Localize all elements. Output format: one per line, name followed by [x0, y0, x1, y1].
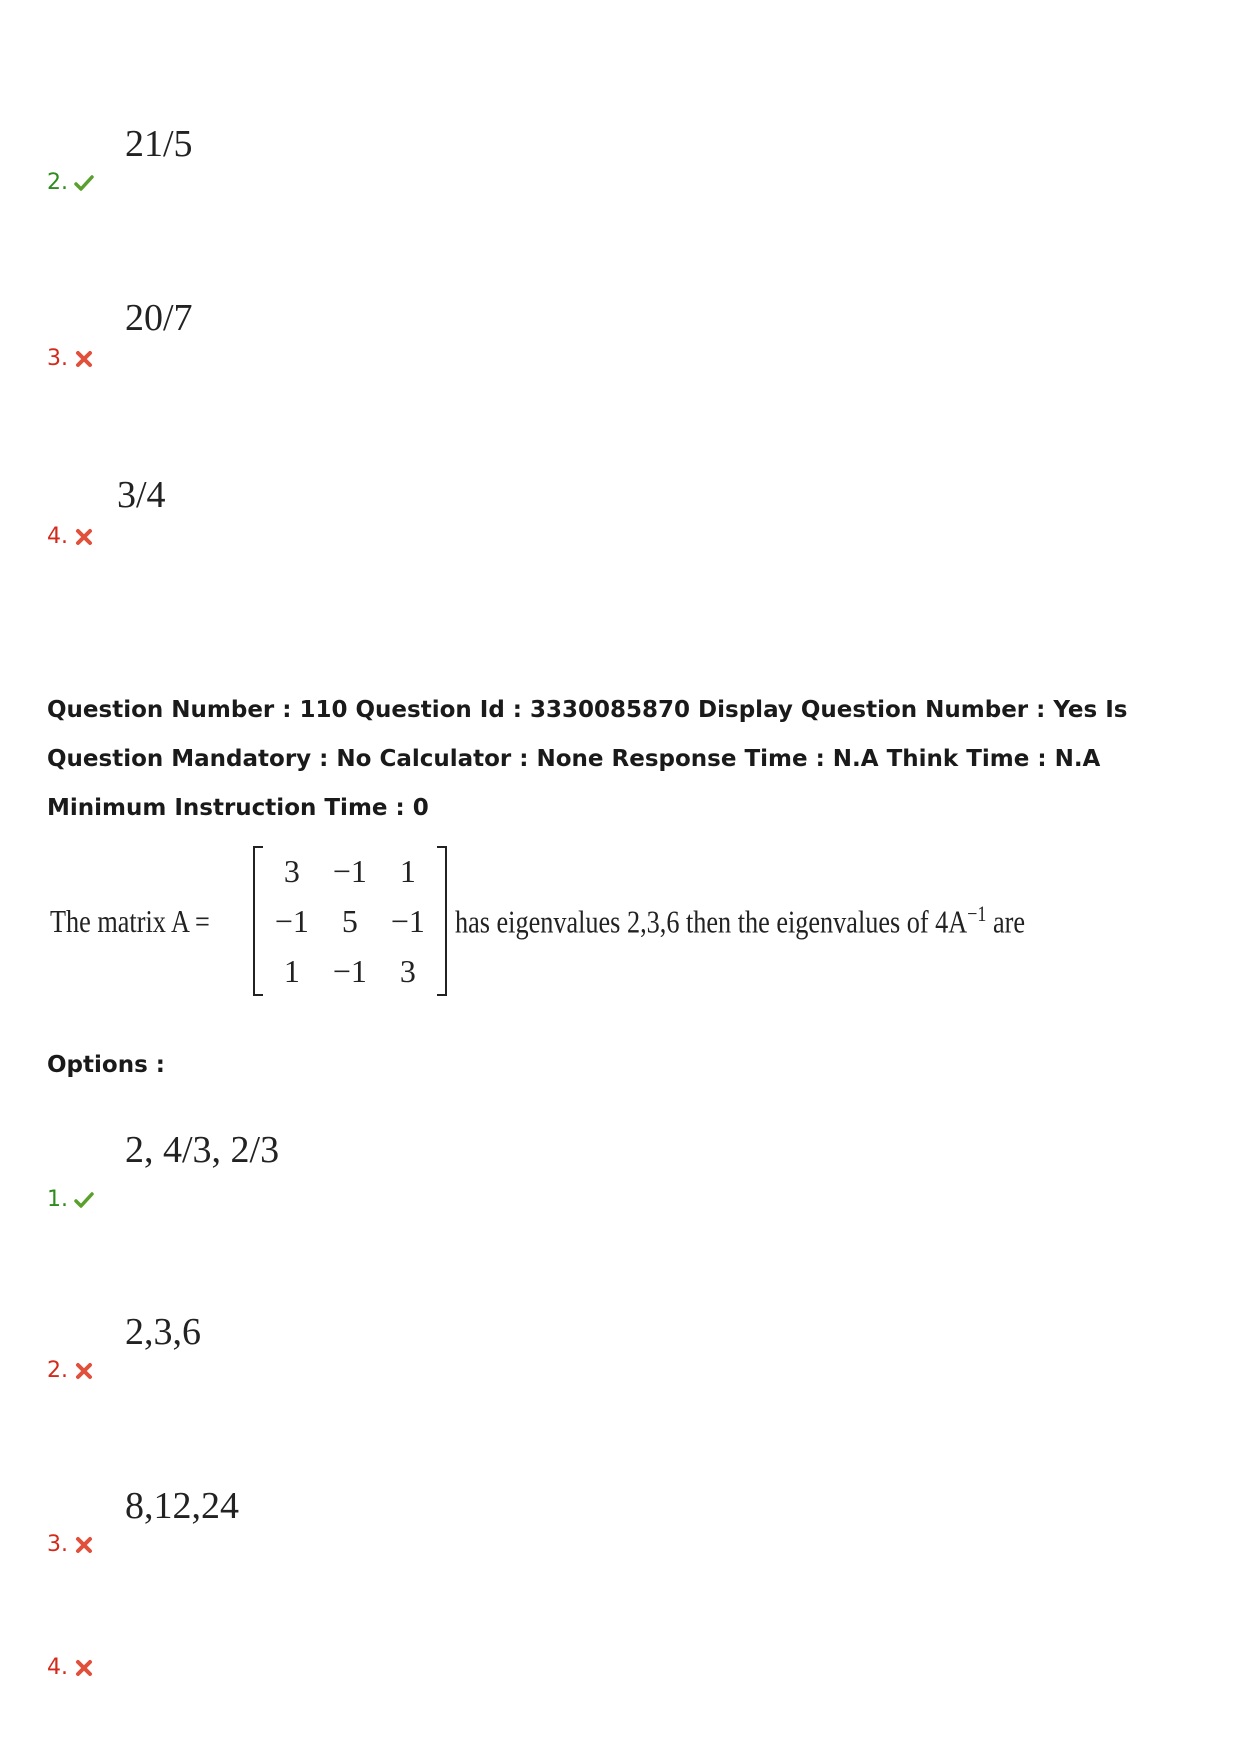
option-3-label: 3. [47, 1532, 68, 1557]
matrix-cell: 1 [283, 952, 300, 989]
question-middle: has eigenvalues 2,3,6 then the eigenvalues of 4A [454, 903, 968, 940]
matrix-cell: −1 [274, 902, 309, 939]
prev-option-2-number [47, 170, 94, 195]
option-1-label: 1. [47, 1187, 68, 1212]
prev-option-4-number [47, 524, 94, 549]
inverse-superscript: −1 [967, 901, 987, 927]
check-icon [74, 1190, 94, 1210]
question-end: are [992, 903, 1025, 940]
matrix-cell: 3 [283, 852, 300, 889]
matrix-cell: −1 [390, 902, 425, 939]
matrix-cell: −1 [332, 852, 367, 889]
question-prefix: The matrix A = [50, 902, 210, 939]
cross-icon [74, 1535, 94, 1555]
option-1-value: 2, 4/3, 2/3 [125, 1129, 280, 1171]
matrix-cell: 1 [399, 852, 416, 889]
matrix-grid [263, 846, 437, 996]
cross-icon [74, 349, 94, 369]
cross-icon [74, 1361, 94, 1381]
check-icon [74, 173, 94, 193]
matrix-cell: −1 [332, 952, 367, 989]
option-3-number[interactable] [47, 1532, 94, 1557]
option-2-value: 2,3,6 [125, 1311, 201, 1353]
prev-option-3-value: 20/7 [125, 297, 193, 339]
matrix-cell: 3 [399, 952, 416, 989]
question-suffix [455, 901, 1025, 941]
matrix-right-bracket [437, 846, 447, 996]
question-text [50, 852, 1150, 989]
option-4-number[interactable] [47, 1655, 94, 1680]
prev-option-2-value: 21/5 [125, 123, 193, 165]
prev-option-4-value: 3/4 [117, 474, 166, 516]
matrix-left-bracket [253, 846, 263, 996]
cross-icon [74, 1658, 94, 1678]
options-label: Options : [47, 1052, 165, 1078]
option-2-label: 2. [47, 1358, 68, 1383]
option-1-number[interactable] [47, 1187, 94, 1212]
option-2-number[interactable] [47, 1358, 94, 1383]
matrix-cell: 5 [341, 902, 358, 939]
prev-option-3-number [47, 346, 94, 371]
matrix-a [253, 846, 447, 996]
option-3-value: 8,12,24 [125, 1485, 239, 1527]
question-metadata: Question Number : 110 Question Id : 3330085870 Display Question Number : Yes Is Question Mandatory : No Calculator : None Response Time : N.A Think Time : N.A Minimum Instruction Time : 0 [47, 697, 1128, 821]
cross-icon [74, 527, 94, 547]
prev-option-3-label: 3. [47, 346, 68, 371]
option-4-label: 4. [47, 1655, 68, 1680]
prev-option-4-label: 4. [47, 524, 68, 549]
prev-option-2-label: 2. [47, 170, 68, 195]
